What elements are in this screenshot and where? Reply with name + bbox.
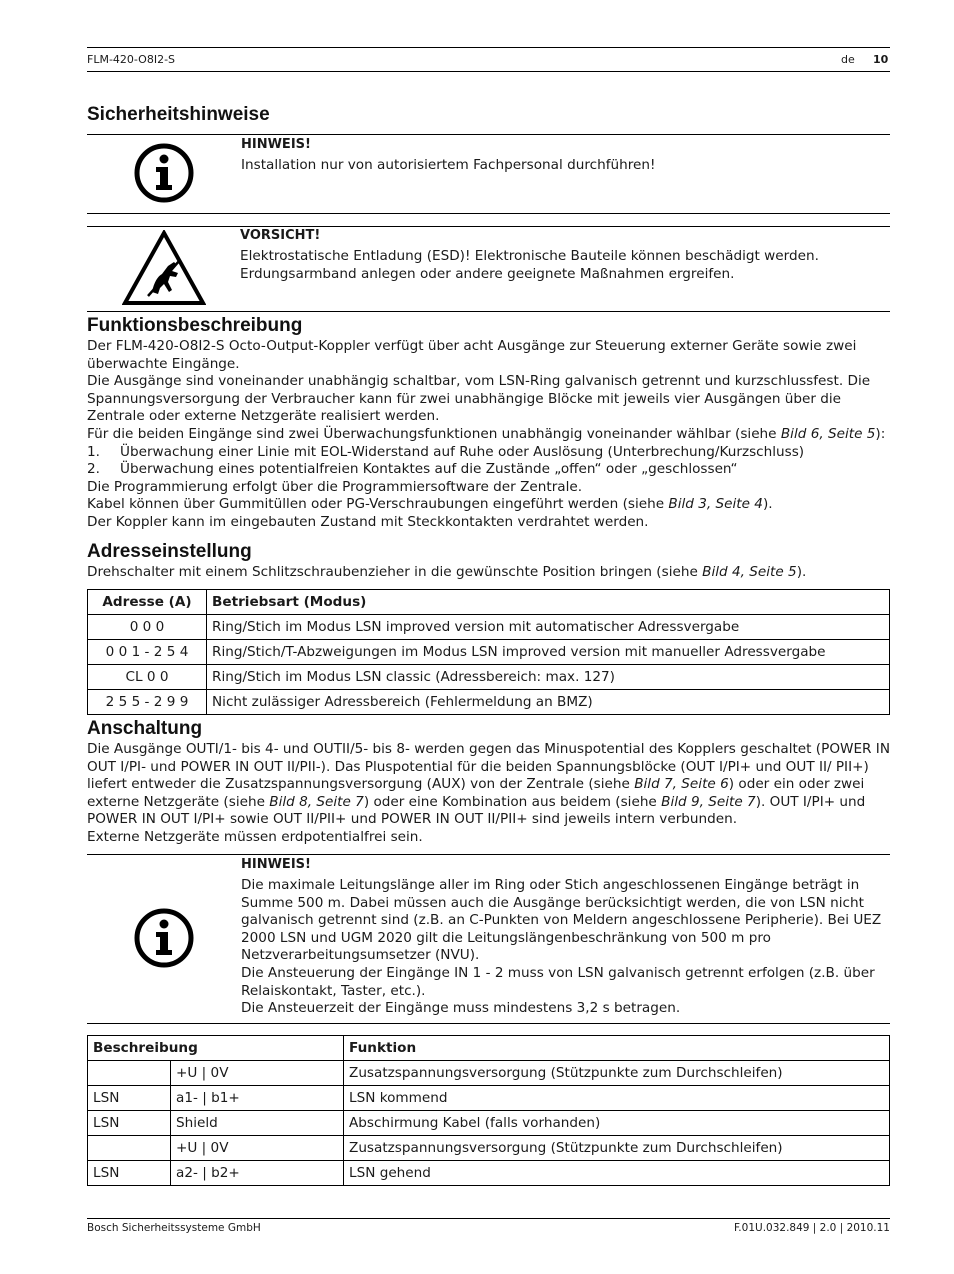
table-cell: 2 5 5 - 2 9 9 <box>88 690 207 715</box>
table-cell: Ring/Stich im Modus LSN improved version mit automatischer Adressvergabe <box>207 615 890 640</box>
table-cell <box>88 1136 171 1161</box>
notice-text: Installation nur von autorisiertem Fachpersonal durchführen! <box>241 157 656 173</box>
table-header: Betriebsart (Modus) <box>207 590 890 615</box>
table-cell: LSN <box>88 1161 171 1186</box>
function-paragraph-1: Der FLM-420-O8I2-S Octo-Output-Koppler verfügt über acht Ausgänge zur Steuerung externer Geräte sowie zwei überwachte Eingänge. <box>87 338 857 372</box>
caution-line-2: Erdungsarmband anlegen oder andere geeignete Maßnahmen ergreifen. <box>240 265 735 282</box>
table-row <box>88 1061 890 1086</box>
address-table <box>87 589 890 715</box>
footer-company: Bosch Sicherheitssysteme GmbH <box>87 1222 261 1234</box>
function-paragraph-5: Kabel können über Gummitüllen oder PG-Verschraubungen eingeführt werden (siehe Bild 3, Seite 4). <box>87 496 773 513</box>
function-body <box>87 338 897 532</box>
table-cell: LSN <box>88 1086 171 1111</box>
function-paragraph-3: Für die beiden Eingänge sind zwei Überwachungsfunktionen unabhängig voneinander wählbar (siehe Bild 6, Seite 5): <box>87 425 886 442</box>
notice-label: HINWEIS! <box>241 857 311 872</box>
doc-id: FLM-420-O8I2-S <box>87 53 176 66</box>
table-header-row <box>88 1036 890 1061</box>
table-cell: Zusatzspannungsversorgung (Stützpunkte zum Durchschleifen) <box>344 1061 890 1086</box>
table-header: Funktion <box>344 1036 890 1061</box>
table-cell: Ring/Stich/T-Abzweigungen im Modus LSN improved version mit manueller Adressvergabe <box>207 640 890 665</box>
language-code: de <box>841 53 855 66</box>
table-cell: Abschirmung Kabel (falls vorhanden) <box>344 1111 890 1136</box>
connection-body <box>87 741 897 847</box>
table-row <box>88 690 890 715</box>
table-cell: a2- | b2+ <box>171 1161 344 1186</box>
figure-reference: Bild 9, Seite 7 <box>661 793 756 810</box>
table-row <box>88 1136 890 1161</box>
caution-label: VORSICHT! <box>240 228 321 243</box>
table-cell: Ring/Stich im Modus LSN classic (Adressbereich: max. 127) <box>207 665 890 690</box>
function-paragraph-2: Die Ausgänge sind voneinander unabhängig schaltbar, vom LSN-Ring galvanisch getrennt und kurzschlussfest. Die Spannungsversorgung der Verbraucher kann für zwei unabhängige Blöcke mit jeweils vier Ausgängen über die Zentrale oder externe Netzgeräte realisiert werden. <box>87 373 871 425</box>
page-number: 10 <box>873 53 889 66</box>
caution-top-rule <box>87 226 890 227</box>
header-bottom-rule <box>87 71 890 72</box>
esd-warning-icon <box>122 230 206 306</box>
table-row <box>88 1111 890 1136</box>
list-item: 1. Überwachung einer Linie mit EOL-Widerstand auf Ruhe oder Auslösung (Unterbrechung/Kurzschluss) <box>87 443 805 460</box>
info-icon <box>134 143 194 203</box>
terminal-table <box>87 1035 890 1186</box>
table-header-row <box>88 590 890 615</box>
table-cell: Nicht zulässiger Adressbereich (Fehlermeldung an BMZ) <box>207 690 890 715</box>
table-cell: 0 0 1 - 2 5 4 <box>88 640 207 665</box>
table-cell: Zusatzspannungsversorgung (Stützpunkte zum Durchschleifen) <box>344 1136 890 1161</box>
table-cell: Shield <box>171 1111 344 1136</box>
section-title-address: Adresseinstellung <box>87 541 252 562</box>
figure-reference: Bild 6, Seite 5 <box>780 425 876 442</box>
notice-text: Die maximale Leitungslänge aller im Ring oder Stich angeschlossenen Eingänge beträgt in Summe 500 m. Dabei müssen auch die Ausgänge berücksichtigt werden, die von LSN nicht galvanisch getrennt sind (z.B. an C-Punkten von Meldern angeschlossene Peripherie). Bei UEZ 2000 LSN und UGM 2020 gilt die Leitungslängenbeschränkung von 500 m pro Netzverarbeitungsumsetzer (NVU). Die Ansteuerung der Eingänge IN 1 - 2 muss von LSN galvanisch getrennt erfolgen (z.B. über Relaiskontakt, Taster, etc.). Die Ansteuerzeit der Eingänge muss mindestens 3,2 s betragen. <box>241 877 882 1017</box>
section-title-safety: Sicherheitshinweise <box>87 104 270 125</box>
notice-bottom-rule <box>87 213 890 214</box>
table-cell: LSN gehend <box>344 1161 890 1186</box>
footer-rule <box>87 1218 890 1219</box>
header-top-rule <box>87 47 890 48</box>
section-title-function: Funktionsbeschreibung <box>87 315 303 336</box>
figure-reference: Bild 8, Seite 7 <box>269 793 364 810</box>
address-body: Drehschalter mit einem Schlitzschraubenzieher in die gewünschte Position bringen (siehe Bild 4, Seite 5). <box>87 564 807 580</box>
notice-top-rule <box>87 854 890 855</box>
table-cell <box>88 1061 171 1086</box>
table-cell: CL 0 0 <box>88 665 207 690</box>
table-row <box>88 665 890 690</box>
caution-line-1: Elektrostatische Entladung (ESD)! Elektronische Bauteile können beschädigt werden. <box>240 248 819 264</box>
figure-reference: Bild 3, Seite 4 <box>668 496 763 513</box>
connection-paragraph-1: Die Ausgänge OUTI/1- bis 4- und OUTII/5- bis 8- werden gegen das Minuspotential des Kopplers geschaltet (POWER IN OUT I/PI- und POWER IN OUT II/PII-). Das Pluspotential für die beiden Spannungsblöcke (OUT I/PI+ und OUT II/ PII+) liefert entweder die Zusatzspannungsversorgung (AUX) von der Zentrale (siehe Bild 7, Seite 6) oder ein oder zwei externe Netzgeräte (siehe Bild 8, Seite 7) oder eine Kombination aus beidem (siehe Bild 9, Seite 7). OUT I/PI+ und POWER IN OUT I/PI+ sowie OUT II/PII+ und POWER IN OUT II/PII+ sind jeweils intern verbunden. <box>87 741 890 828</box>
table-cell: +U | 0V <box>171 1061 344 1086</box>
table-cell: +U | 0V <box>171 1136 344 1161</box>
caution-bottom-rule <box>87 311 890 312</box>
section-title-connection: Anschaltung <box>87 718 203 739</box>
table-cell: 0 0 0 <box>88 615 207 640</box>
caution-text <box>240 248 890 283</box>
table-cell: LSN kommend <box>344 1086 890 1111</box>
function-paragraph-4: Die Programmierung erfolgt über die Programmiersoftware der Zentrale. <box>87 478 583 495</box>
notice-top-rule <box>87 134 890 135</box>
table-row <box>88 640 890 665</box>
table-cell: a1- | b1+ <box>171 1086 344 1111</box>
table-row <box>88 1086 890 1111</box>
connection-paragraph-2: Externe Netzgeräte müssen erdpotentialfrei sein. <box>87 828 423 845</box>
table-row <box>88 615 890 640</box>
list-item: 2. Überwachung eines potentialfreien Kontaktes auf die Zustände „offen“ oder „geschlossen“ <box>87 461 738 478</box>
figure-reference: Bild 4, Seite 5 <box>702 564 797 580</box>
footer-reference: F.01U.032.849 | 2.0 | 2010.11 <box>733 1222 890 1234</box>
table-header: Adresse (A) <box>88 590 207 615</box>
notice-label: HINWEIS! <box>241 137 311 152</box>
table-header: Beschreibung <box>88 1036 344 1061</box>
function-paragraph-6: Der Koppler kann im eingebauten Zustand mit Steckkontakten verdrahtet werden. <box>87 513 649 530</box>
info-icon <box>134 908 194 968</box>
table-row <box>88 1161 890 1186</box>
figure-reference: Bild 7, Seite 6 <box>634 776 729 793</box>
notice-bottom-rule <box>87 1023 890 1024</box>
table-cell: LSN <box>88 1111 171 1136</box>
